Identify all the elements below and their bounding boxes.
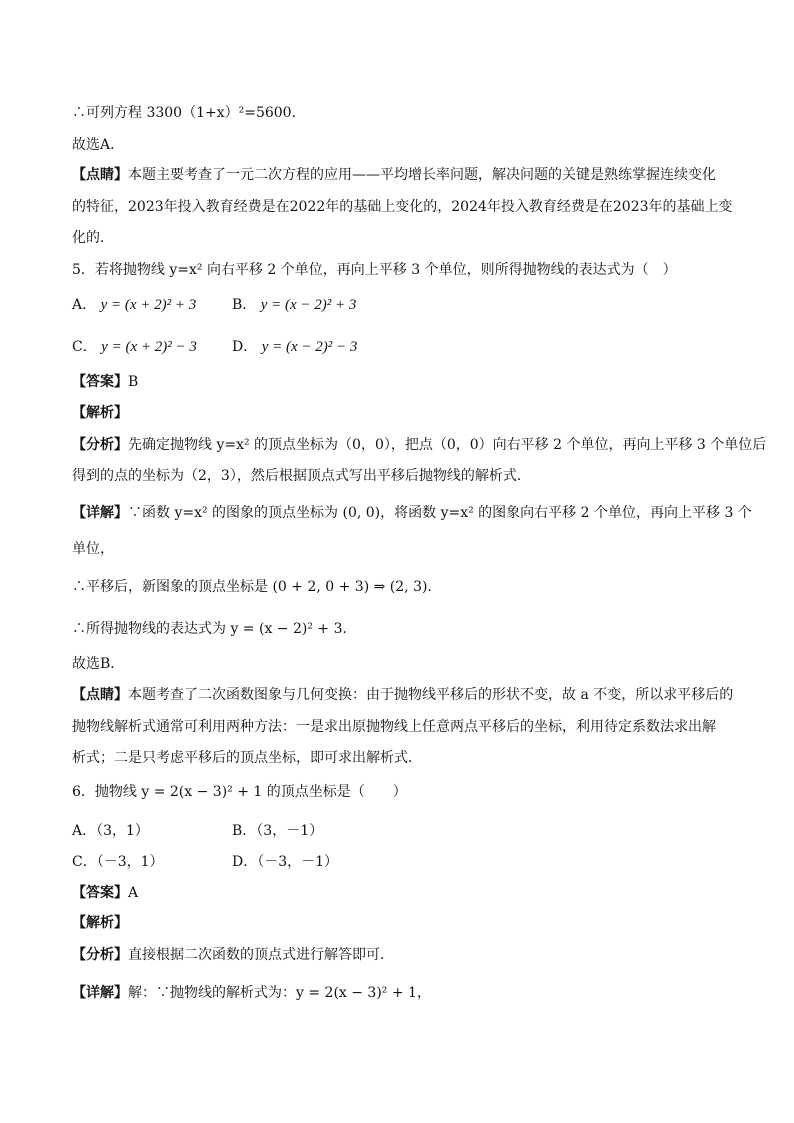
analysis-tag: 【解析】 [72, 915, 128, 931]
comment-paragraph-line-1 [72, 686, 733, 704]
comment-text: 的特征，2023年投入教育经费是在2022年的基础上变化的，2024年投入教育经费是在2023年的基础上变 [72, 199, 733, 215]
answer-value: A [128, 885, 139, 901]
comment-tag: 【点睛】 [72, 687, 128, 703]
question-6-text: 6．抛物线 y = 2(x − 3)² + 1 的顶点坐标是（ ） [72, 784, 407, 800]
comment-paragraph-line-3 [72, 229, 114, 247]
detail-text: ∵函数 y=x² 的图象的顶点坐标为 (0, 0)，将函数 y=x² 的图象向右平移 2 个单位，再向上平移 3 个 [128, 505, 752, 521]
analysis-line-2 [72, 467, 531, 485]
choice-line [72, 136, 124, 154]
analysis-text: 得到的点的坐标为（2，3），然后根据顶点式写出平移后抛物线的解析式． [72, 468, 531, 484]
option-c [72, 338, 197, 356]
option-a [72, 296, 196, 314]
analysis-text: 先确定抛物线 y=x² 的顶点坐标为（0，0），把点（0，0）向右平移 2 个单位，再向上平移 3 个单位后 [128, 437, 767, 453]
comment-paragraph-line-3 [72, 749, 422, 767]
comment-text: 抛物线解析式通常可利用两种方法：一是求出原抛物线上任意两点平移后的坐标，利用待定系数法求出解 [72, 719, 716, 735]
comment-paragraph-line-1 [72, 166, 716, 184]
option-expression: y = (x − 2)² − 3 [261, 339, 358, 355]
comment-text: 析式；二是只考虑平移后的顶点坐标，即可求出解析式． [72, 750, 422, 766]
equation-line [72, 104, 306, 122]
option-a [72, 822, 149, 840]
detail-tag: 【详解】 [72, 505, 128, 521]
question-5-text: 5．若将抛物线 y=x² 向右平移 2 个单位，再向上平移 3 个单位，则所得抛物线的表达式为（ ） [72, 262, 677, 278]
option-text: A．（3，1） [72, 823, 149, 839]
comment-tag: 【点睛】 [72, 167, 128, 183]
analysis-sub-tag: 【分析】 [72, 947, 128, 963]
option-c [72, 853, 164, 871]
detail-text: 解：∵抛物线的解析式为：y = 2(x − 3)² + 1， [128, 985, 431, 1001]
analysis-tag: 【解析】 [72, 405, 128, 421]
analysis-heading [72, 404, 128, 422]
answer-tag: 【答案】 [72, 885, 128, 901]
option-letter: A． [72, 297, 97, 313]
detail-line-1 [72, 984, 431, 1002]
choice-line [72, 655, 124, 673]
option-b [232, 822, 323, 840]
detail-line-2 [72, 540, 114, 558]
detail-line-1 [72, 504, 752, 522]
comment-text: 本题考查了二次函数图象与几何变换：由于抛物线平移后的形状不变，故 a 不变，所以求平移后的 [128, 687, 734, 703]
analysis-text: 直接根据二次函数的顶点式进行解答即可． [128, 947, 394, 963]
analysis-line-1 [72, 946, 394, 964]
detail-line-3 [72, 578, 441, 596]
detail-tag: 【详解】 [72, 985, 128, 1001]
analysis-sub-tag: 【分析】 [72, 437, 128, 453]
question-5 [72, 261, 677, 279]
question-6 [72, 783, 407, 801]
detail-text: ∴所得抛物线的表达式为 y = (x − 2)² + 3． [72, 621, 357, 637]
option-d [232, 338, 357, 356]
equation-text: ∴可列方程 3300（1+x）²=5600． [72, 105, 306, 121]
answer-line [72, 373, 138, 391]
detail-text: ∴平移后，新图象的顶点坐标是 (0 + 2, 0 + 3) ⇒ (2, 3)． [72, 579, 442, 595]
detail-text: 单位， [72, 541, 114, 557]
detail-line-4 [72, 620, 357, 638]
option-letter: B． [232, 297, 257, 313]
option-d [232, 853, 338, 871]
option-expression: y = (x − 2)² + 3 [260, 297, 357, 313]
comment-text: 本题主要考查了一元二次方程的应用——平均增长率问题，解决问题的关键是熟练掌握连续变化 [128, 167, 716, 183]
analysis-line-1 [72, 436, 766, 454]
option-expression: y = (x + 2)² − 3 [101, 339, 197, 355]
option-b [232, 296, 356, 314]
answer-line [72, 884, 138, 902]
option-letter: D． [232, 339, 258, 355]
option-text: C．（－3，1） [72, 854, 164, 870]
option-expression: y = (x + 2)² + 3 [100, 297, 197, 313]
analysis-heading [72, 914, 128, 932]
answer-value: B [128, 374, 139, 390]
choice-text: 故选B． [72, 656, 125, 672]
comment-paragraph-line-2 [72, 718, 716, 736]
comment-paragraph-line-2 [72, 198, 733, 216]
option-letter: C． [72, 339, 97, 355]
choice-text: 故选A． [72, 137, 125, 153]
comment-text: 化的． [72, 230, 114, 246]
option-text: B．（3，－1） [232, 823, 324, 839]
option-text: D．（－3，－1） [232, 854, 339, 870]
answer-tag: 【答案】 [72, 374, 128, 390]
